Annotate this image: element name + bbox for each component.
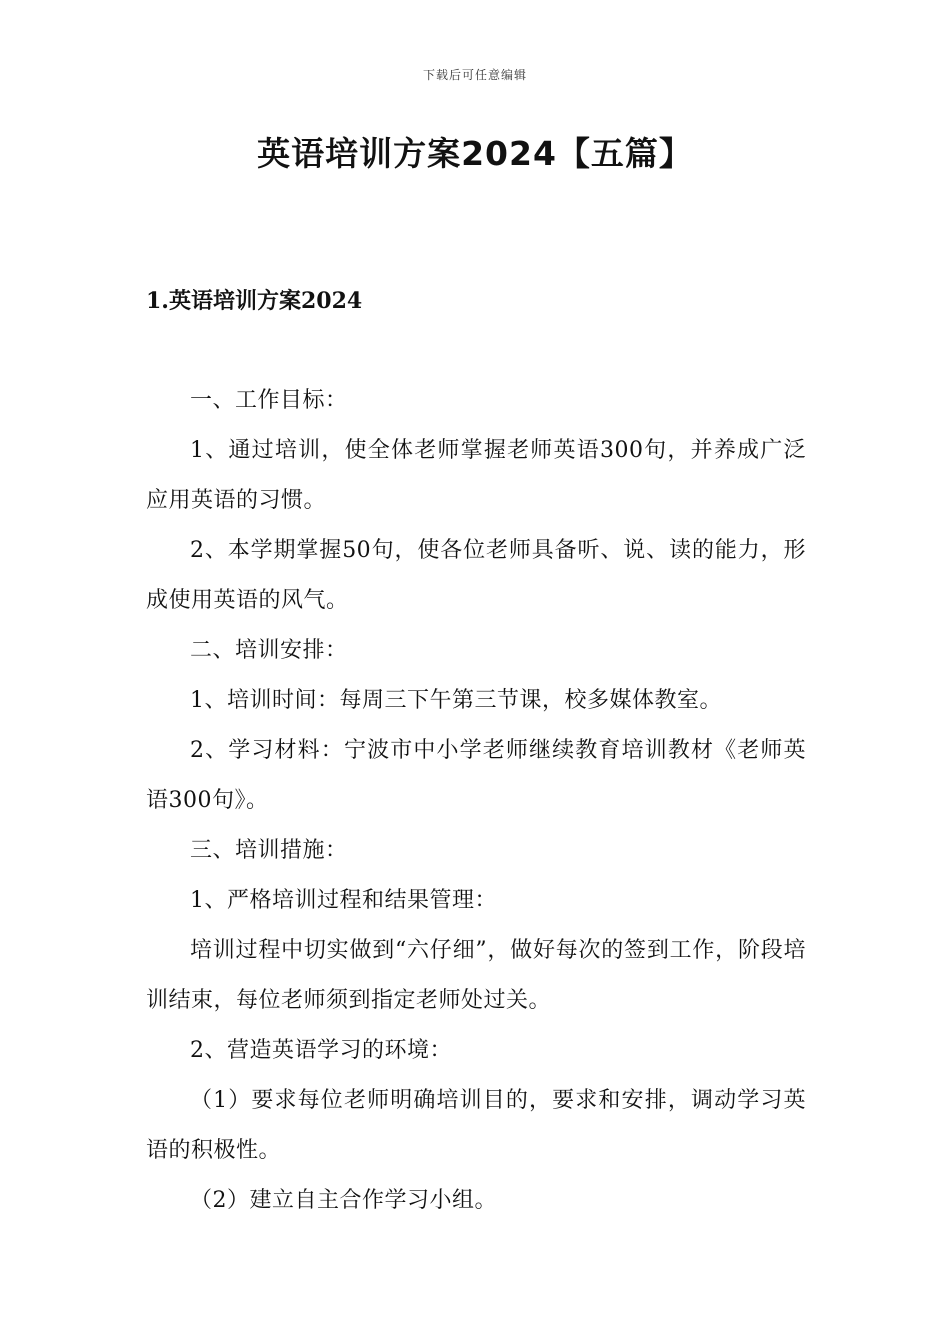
section-title: 1.英语培训方案2024 bbox=[146, 288, 363, 314]
paragraph-goal-2: 2、本学期掌握50句，使各位老师具备听、说、读的能力，形成使用英语的风气。 bbox=[146, 538, 806, 613]
paragraph-learning-materials: 2、学习材料：宁波市中小学老师继续教育培训教材《老师英语300句》。 bbox=[146, 738, 806, 813]
header-note: 下载后可任意编辑 bbox=[422, 68, 527, 82]
paragraph-measure-2-item-1: （1）要求每位老师明确培训目的，要求和安排，调动学习英语的积极性。 bbox=[146, 1088, 806, 1163]
paragraph-measure-1: 1、严格培训过程和结果管理： bbox=[190, 888, 497, 913]
paragraph-training-time: 1、培训时间：每周三下午第三节课，校多媒体教室。 bbox=[190, 688, 722, 713]
document-title: 英语培训方案2024【五篇】 bbox=[257, 134, 693, 173]
paragraph-goal-1: 1、通过培训，使全体老师掌握老师英语300句，并养成广泛应用英语的习惯。 bbox=[146, 438, 806, 513]
heading-training-measures: 三、培训措施： bbox=[190, 838, 348, 863]
paragraph-measure-2-item-2: （2）建立自主合作学习小组。 bbox=[190, 1188, 497, 1213]
paragraph-measure-1-detail: 培训过程中切实做到“六仔细”，做好每次的签到工作，阶段培训结束，每位老师须到指定老师处过关。 bbox=[146, 938, 806, 1013]
document-body bbox=[146, 376, 806, 1226]
heading-training-arrangement: 二、培训安排： bbox=[190, 638, 348, 663]
heading-work-goals: 一、工作目标： bbox=[190, 388, 348, 413]
paragraph-measure-2: 2、营造英语学习的环境： bbox=[190, 1038, 452, 1063]
